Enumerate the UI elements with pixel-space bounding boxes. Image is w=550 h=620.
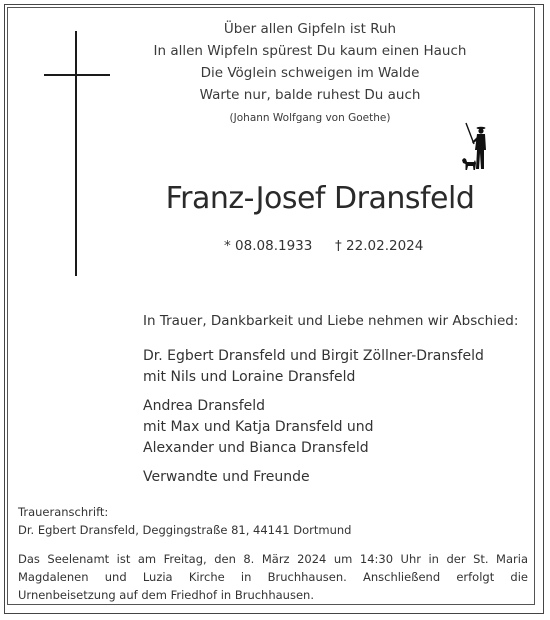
cross-vertical-bar bbox=[75, 31, 77, 276]
poem-line: Die Vöglein schweigen im Walde bbox=[200, 65, 420, 81]
deceased-name: Franz-Josef Dransfeld bbox=[165, 181, 475, 216]
service-info: Das Seelenamt ist am Freitag, den 8. März 2024 um 14:30 Uhr in der St. Maria Magdalenen und Luzia Kirche in Bruchhausen. Anschließend erfolgt die Urnenbeisetzung auf dem Friedhof in Bruchhausen. bbox=[18, 552, 528, 602]
address-label: Traueranschrift: bbox=[18, 505, 109, 519]
cross-horizontal-bar bbox=[44, 74, 110, 76]
hunter-with-dog-icon bbox=[460, 120, 494, 174]
mourner-group bbox=[143, 346, 484, 388]
mourning-address bbox=[18, 503, 351, 539]
birth-date: * 08.08.1933 bbox=[224, 238, 313, 254]
death-date: † 22.02.2024 bbox=[335, 238, 424, 254]
mourner-line: Dr. Egbert Dransfeld und Birgit Zöllner-Dransfeld bbox=[143, 348, 484, 364]
mourner-group bbox=[143, 396, 484, 459]
mourners-list bbox=[143, 346, 484, 496]
farewell-intro: In Trauer, Dankbarkeit und Liebe nehmen wir Abschied: bbox=[143, 313, 519, 329]
mourner-line: mit Max und Katja Dransfeld und bbox=[143, 419, 374, 435]
poem-line: Über allen Gipfeln ist Ruh bbox=[223, 21, 397, 37]
poem bbox=[120, 18, 500, 130]
mourner-line: Andrea Dransfeld bbox=[143, 398, 266, 414]
poem-line: Warte nur, balde ruhest Du auch bbox=[199, 87, 421, 103]
poem-author: (Johann Wolfgang von Goethe) bbox=[229, 112, 391, 124]
mourner-line: Alexander und Bianca Dransfeld bbox=[143, 440, 369, 456]
address-value: Dr. Egbert Dransfeld, Deggingstraße 81, 44141 Dortmund bbox=[18, 523, 352, 537]
poem-line: In allen Wipfeln spürest Du kaum einen Hauch bbox=[153, 43, 467, 59]
mourner-line: Verwandte und Freunde bbox=[143, 469, 310, 485]
mourner-line: mit Nils und Loraine Dransfeld bbox=[143, 369, 356, 385]
mourner-group bbox=[143, 467, 484, 488]
